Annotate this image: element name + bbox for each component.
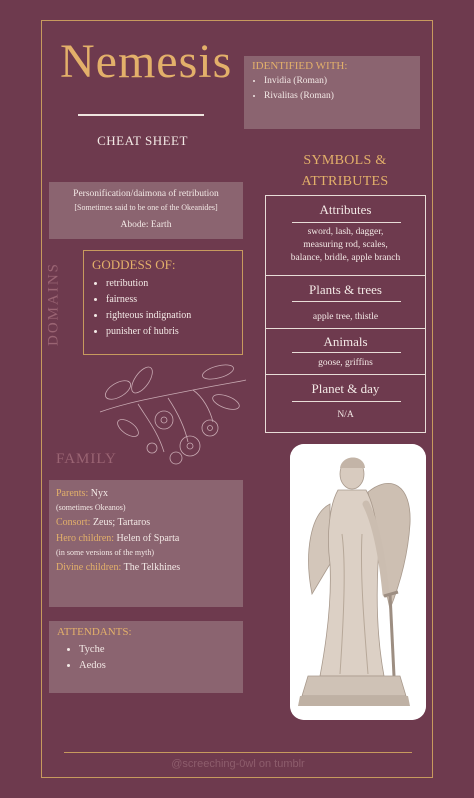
attendants-panel bbox=[49, 621, 243, 693]
family-label: FAMILY bbox=[56, 451, 117, 467]
goddess-of-list bbox=[92, 276, 234, 340]
list-item: • Tyche bbox=[79, 642, 235, 658]
list-item: • righteous indignation bbox=[106, 308, 234, 324]
planet-text: N/A bbox=[337, 410, 354, 420]
title-underline bbox=[78, 114, 204, 116]
domains-label bbox=[34, 258, 74, 350]
domains-label-text: DOMAINS bbox=[45, 261, 62, 347]
table-divider bbox=[266, 328, 425, 329]
list-item: • Aedos bbox=[79, 658, 235, 674]
parents-label: Parents: bbox=[56, 488, 89, 499]
consort-label: Consort: bbox=[56, 517, 91, 528]
abode-text: Abode: Earth bbox=[120, 220, 172, 230]
divine-children-label: Divine children: bbox=[56, 562, 122, 573]
attributes-text bbox=[266, 226, 425, 265]
hero-children-note: (in some versions of the myth) bbox=[56, 548, 154, 557]
attributes-title: Attributes bbox=[319, 202, 372, 217]
list-item: • retribution bbox=[106, 276, 234, 292]
hero-children-row bbox=[56, 531, 236, 547]
hero-children-label: Hero children: bbox=[56, 533, 115, 544]
parents-value: Nyx bbox=[90, 488, 108, 499]
identified-with-heading: IDENTIFIED WITH: bbox=[252, 60, 348, 72]
consort-value: Zeus; Tartaros bbox=[92, 517, 151, 528]
list-item: • Invidia (Roman) bbox=[264, 74, 412, 89]
goddess-of-heading: GODDESS OF: bbox=[92, 257, 176, 272]
apple-blossom-illustration bbox=[98, 362, 248, 470]
animals-text: goose, griffins bbox=[318, 358, 373, 368]
planet-title-rule bbox=[292, 401, 401, 402]
attendants-heading: ATTENDANTS: bbox=[57, 626, 132, 638]
personification-panel bbox=[49, 182, 243, 239]
page-title: Nemesis bbox=[60, 35, 233, 88]
list-item: • fairness bbox=[106, 292, 234, 308]
plants-title: Plants & trees bbox=[309, 282, 382, 297]
attendants-list bbox=[57, 642, 235, 674]
footer-divider bbox=[64, 752, 412, 753]
attributes-table bbox=[265, 195, 426, 433]
page-subtitle: CHEAT SHEET bbox=[97, 133, 188, 148]
identified-with-panel bbox=[244, 56, 420, 129]
hero-children-value: Helen of Sparta bbox=[116, 533, 180, 544]
table-divider bbox=[266, 275, 425, 276]
symbols-heading-line2: ATTRIBUTES bbox=[301, 174, 389, 189]
attributes-line: measuring rod, scales, bbox=[303, 240, 388, 250]
list-item: • Rivalitas (Roman) bbox=[264, 89, 412, 104]
divine-children-value: The Telkhines bbox=[123, 562, 181, 573]
personification-note: [Sometimes said to be one of the Okeanides] bbox=[74, 203, 218, 212]
footer-credit: @screeching-0wl on tumblr bbox=[171, 758, 305, 770]
parents-note: (sometimes Okeanos) bbox=[56, 503, 126, 512]
goddess-of-panel bbox=[83, 250, 243, 355]
identified-with-list bbox=[252, 74, 412, 104]
animals-title: Animals bbox=[323, 334, 368, 349]
divine-children-row bbox=[56, 560, 236, 576]
nemesis-statue-image bbox=[290, 444, 426, 720]
table-divider bbox=[266, 374, 425, 375]
family-panel bbox=[49, 480, 243, 607]
animals-title-rule bbox=[292, 352, 401, 353]
symbols-heading bbox=[272, 150, 418, 192]
plants-title-rule bbox=[292, 301, 401, 302]
symbols-heading-line1: SYMBOLS & bbox=[303, 153, 387, 168]
planet-title: Planet & day bbox=[311, 381, 380, 396]
consort-row bbox=[56, 515, 236, 531]
personification-text: Personification/daimona of retribution bbox=[73, 189, 219, 199]
parents-row bbox=[56, 486, 236, 502]
attributes-line: balance, bridle, apple branch bbox=[290, 253, 401, 263]
attributes-title-rule bbox=[292, 222, 401, 223]
plants-text: apple tree, thistle bbox=[312, 312, 379, 322]
attributes-line: sword, lash, dagger, bbox=[307, 227, 384, 237]
list-item: • punisher of hubris bbox=[106, 324, 234, 340]
